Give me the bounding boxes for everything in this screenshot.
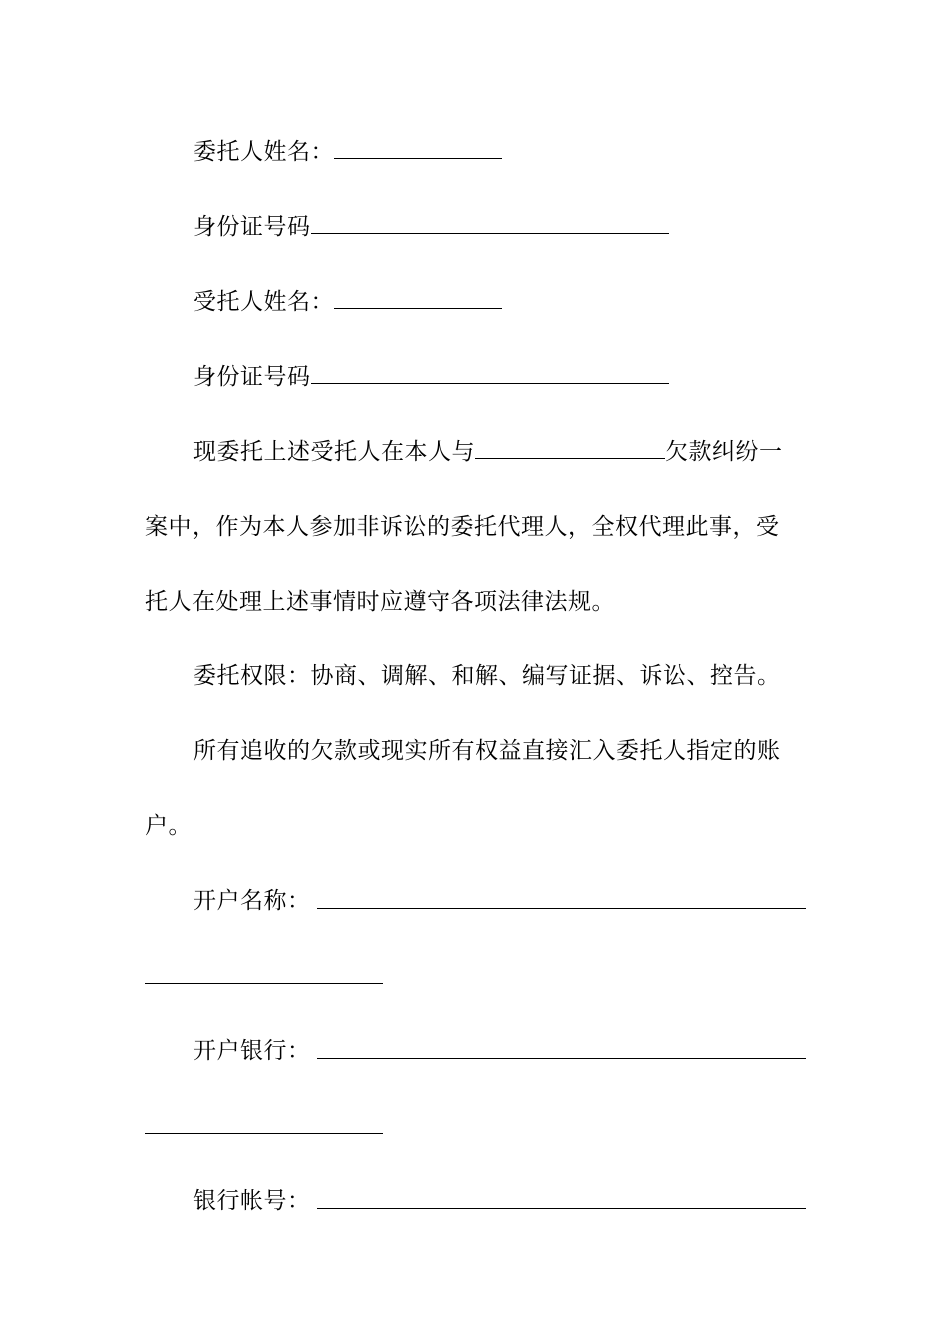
para1-text-before: 现委托上述受托人在本人与 [193,439,475,465]
agent-name-label: 受托人姓名： [193,289,334,315]
principal-name-row [193,132,502,172]
account-name-blank-continuation[interactable] [145,983,383,984]
account-name-blank[interactable] [317,908,806,909]
authority-line [193,656,781,696]
bank-blank[interactable] [317,1058,806,1059]
para1-line-3-text: 托人在处理上述事情时应遵守各项法律法规。 [145,589,615,615]
account-name-label: 开户名称： [193,888,311,914]
para2-line-2-text: 户。 [145,813,192,839]
agent-name-blank[interactable] [334,282,502,309]
principal-id-row [193,207,669,247]
principal-id-label: 身份证号码 [193,214,311,240]
paragraph-1-line-1 [193,432,783,472]
agent-id-blank[interactable] [311,357,669,384]
agent-id-row [193,357,669,397]
bank-row [193,1031,311,1071]
para1-text-after: 欠款纠纷一 [665,439,783,465]
account-name-row [193,881,311,921]
paragraph-2-line-1 [193,731,781,771]
account-number-row [193,1181,311,1221]
para2-line-1-text: 所有追收的欠款或现实所有权益直接汇入委托人指定的账 [193,738,781,764]
paragraph-2-line-2 [145,806,192,846]
paragraph-1-line-2 [145,507,780,547]
paragraph-1-line-3 [145,582,615,622]
agent-name-row [193,282,502,322]
agent-id-label: 身份证号码 [193,364,311,390]
authority-text: 委托权限：协商、调解、和解、编写证据、诉讼、控告。 [193,663,781,689]
para1-line-2-text: 案中，作为本人参加非诉讼的委托代理人，全权代理此事，受 [145,514,780,540]
bank-blank-continuation[interactable] [145,1133,383,1134]
account-number-blank[interactable] [317,1208,806,1209]
counterparty-blank[interactable] [475,432,665,459]
account-number-label: 银行帐号： [193,1188,311,1214]
principal-name-blank[interactable] [334,132,502,159]
bank-label: 开户银行： [193,1038,311,1064]
principal-name-label: 委托人姓名： [193,139,334,165]
principal-id-blank[interactable] [311,207,669,234]
